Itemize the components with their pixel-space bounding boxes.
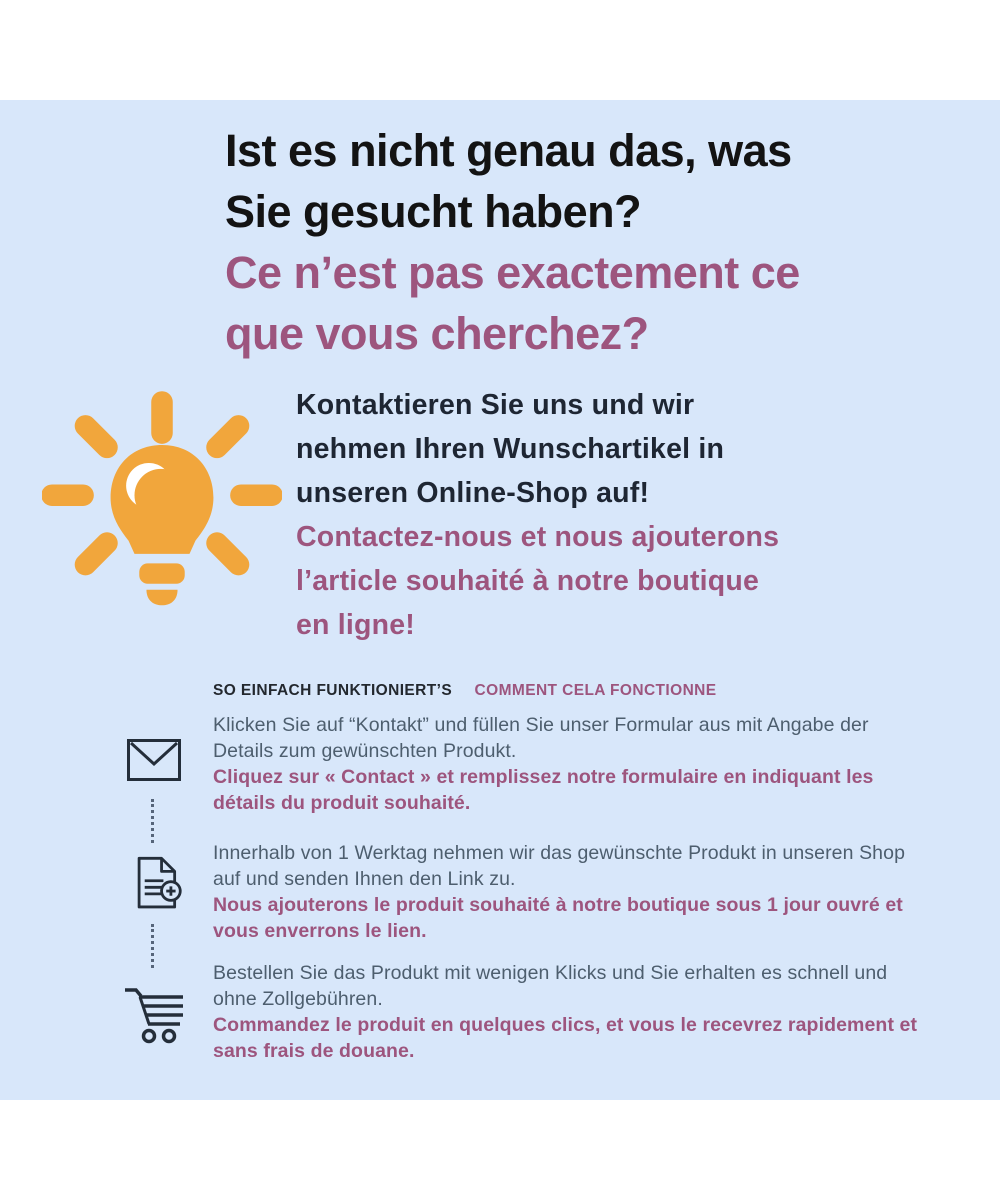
lightbulb-icon [42, 390, 282, 622]
envelope-icon [127, 739, 181, 781]
intro-fr-line3: en ligne! [296, 609, 415, 641]
step-3 [213, 960, 928, 1064]
step-1 [213, 712, 928, 816]
connector-dotted-line-1 [151, 799, 154, 843]
step-1-text-fr: Cliquez sur « Contact » et remplissez notre formulaire en indiquant les détails du produit souhaité. [213, 766, 874, 814]
intro-text [296, 383, 896, 647]
how-it-works-label-de: SO EINFACH FUNKTIONIERT’S [213, 682, 453, 699]
how-it-works-label-fr: COMMENT CELA FONCTIONNE [474, 682, 717, 699]
shopping-cart-icon [121, 983, 187, 1045]
headline-de-line2: Sie gesucht haben? [225, 186, 642, 237]
headline-de-line1: Ist es nicht genau das, was [225, 125, 792, 176]
intro-fr-line1: Contactez-nous et nous ajouterons [296, 521, 780, 553]
intro-fr-line2: l’article souhaité à notre boutique [296, 565, 760, 597]
intro-de-line2: nehmen Ihren Wunschartikel in [296, 433, 725, 465]
intro-de-line1: Kontaktieren Sie uns und wir [296, 389, 695, 421]
document-add-icon [126, 856, 184, 913]
headline-fr-line1: Ce n’est pas exactement ce [225, 247, 800, 298]
headline-fr-line2: que vous cherchez? [225, 308, 649, 359]
step-2-text-fr: Nous ajouterons le produit souhaité à notre boutique sous 1 jour ouvré et vous enverrons le lien. [213, 894, 903, 942]
step-3-text-de: Bestellen Sie das Produkt mit wenigen Klicks und Sie erhalten es schnell und ohne Zollgebühren. [213, 962, 888, 1010]
headline [225, 120, 925, 364]
intro-de-line3: unseren Online-Shop auf! [296, 477, 650, 509]
step-3-text-fr: Commandez le produit en quelques clics, et vous le recevrez rapidement et sans frais de douane. [213, 1014, 918, 1062]
step-2-text-de: Innerhalb von 1 Werktag nehmen wir das gewünschte Produkt in unseren Shop auf und senden Ihnen den Link zu. [213, 842, 906, 890]
step-2 [213, 840, 928, 944]
step-1-text-de: Klicken Sie auf “Kontakt” und füllen Sie unser Formular aus mit Angabe der Details zum gewünschten Produkt. [213, 714, 869, 762]
how-it-works-header [213, 682, 717, 700]
connector-dotted-line-2 [151, 924, 154, 968]
